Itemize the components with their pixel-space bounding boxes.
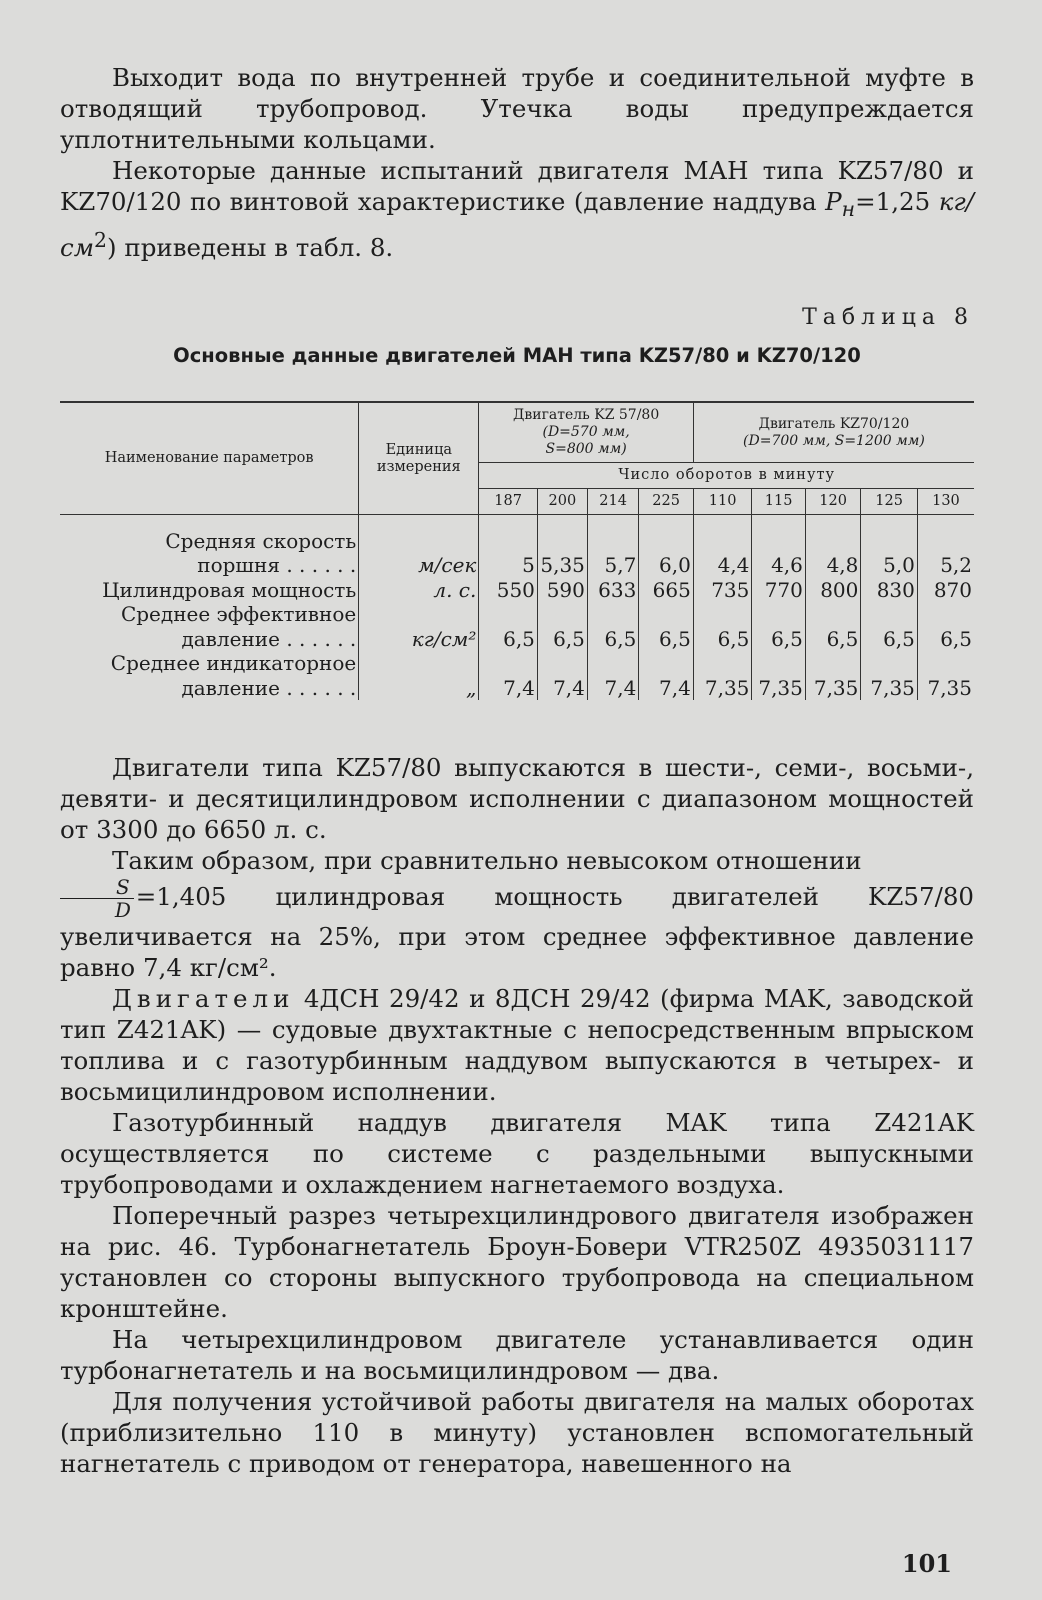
value-cell: 7,35 bbox=[805, 651, 861, 700]
value-cell: 7,35 bbox=[752, 651, 805, 700]
value-cell: 5 bbox=[479, 529, 538, 578]
param-name: Средняя скорость поршня . . . . . . bbox=[165, 528, 357, 578]
page-content bbox=[60, 62, 974, 1479]
value-cell: 4,6 bbox=[752, 529, 805, 578]
value-cell: 770 bbox=[752, 578, 805, 603]
value-cell: 4,4 bbox=[693, 529, 752, 578]
rpm-cell: 130 bbox=[917, 489, 974, 515]
header-engine-kz70: Двигатель KZ70/120 (D=700 мм, S=1200 мм) bbox=[693, 402, 974, 463]
rpm-cell: 225 bbox=[639, 489, 694, 515]
value-cell: 7,4 bbox=[587, 651, 638, 700]
page-number: 101 bbox=[901, 1549, 952, 1578]
rpm-cell: 200 bbox=[537, 489, 587, 515]
value-cell: 830 bbox=[861, 578, 918, 603]
param-name: Цилиндровая мощность bbox=[102, 577, 357, 602]
header-parameter-name: Наименование параметров bbox=[104, 450, 314, 467]
value-cell: 7,35 bbox=[861, 651, 918, 700]
table-row bbox=[60, 529, 974, 578]
rpm-cell: 187 bbox=[479, 489, 538, 515]
header-engine-kz57: Двигатель KZ 57/80 (D=570 мм, S=800 мм) bbox=[479, 402, 693, 463]
value-cell: 4,8 bbox=[805, 529, 861, 578]
value-cell: 5,2 bbox=[917, 529, 974, 578]
paragraph-5: Двигатели 4ДСН 29/42 и 8ДСН 29/42 (фирма MAK, заводской тип Z421AK) — судовые двухтактные с непосредственным впрыском топлива и с газотурбинным наддувом выпускаются в четырех- и восьмицилиндровом исполнении. bbox=[60, 984, 974, 1107]
value-cell: 6,5 bbox=[805, 602, 861, 651]
param-name: Среднее эффективное давление . . . . . . bbox=[120, 602, 357, 651]
value-cell: 633 bbox=[587, 578, 638, 603]
value-cell: 7,4 bbox=[537, 651, 587, 700]
ratio-fraction: $\frac{S}{D}$ bbox=[60, 876, 134, 921]
value-cell: 7,4 bbox=[479, 651, 538, 700]
rpm-cell: 120 bbox=[805, 489, 861, 515]
value-cell: 800 bbox=[805, 578, 861, 603]
rpm-cell: 115 bbox=[752, 489, 805, 515]
value-cell: 6,5 bbox=[479, 602, 538, 651]
header-rpm: Число оборотов в минуту bbox=[479, 463, 974, 489]
rpm-cell: 110 bbox=[693, 489, 752, 515]
param-unit: „ bbox=[359, 651, 479, 700]
value-cell: 665 bbox=[639, 578, 694, 603]
table-row bbox=[60, 578, 974, 603]
paragraph-6: Газотурбинный наддув двигателя MAK типа Z421AK осуществляется по системе с раздельными выпускными трубопроводами и охлаждением нагнетаемого воздуха. bbox=[60, 1108, 974, 1200]
engine-data-table bbox=[60, 401, 974, 700]
paragraph-8: На четырехцилиндровом двигателе устанавливается один турбонагнетатель и на восьмицилиндровом — два. bbox=[60, 1325, 974, 1386]
value-cell: 6,5 bbox=[752, 602, 805, 651]
value-cell: 5,0 bbox=[861, 529, 918, 578]
value-cell: 5,35 bbox=[537, 529, 587, 578]
value-cell: 6,5 bbox=[861, 602, 918, 651]
table-title: Основные данные двигателей МАН типа KZ57/80 и KZ70/120 bbox=[173, 344, 861, 368]
rpm-cell: 214 bbox=[587, 489, 638, 515]
value-cell: 7,4 bbox=[639, 651, 694, 700]
value-cell: 5,7 bbox=[587, 529, 638, 578]
paragraph-2: Некоторые данные испытаний двигателя МАН типа KZ57/80 и KZ70/120 по винтовой характеристике (давление наддува $P_н=1,25$ $кг/см^2$) приведены в табл. 8. bbox=[60, 156, 974, 263]
header-unit: Единица измерения bbox=[359, 402, 479, 515]
paragraph-9: Для получения устойчивой работы двигателя на малых оборотах (приблизительно 110 в минуту) установлен вспомогательный нагнетатель с приводом от генератора, навешенного на bbox=[60, 1387, 974, 1479]
value-cell: 6,5 bbox=[639, 602, 694, 651]
paragraph-1: Выходит вода по внутренней трубе и соединительной муфте в отводящий трубопровод. Утечка воды предупреждается уплотнительными кольцами. bbox=[60, 63, 974, 154]
value-cell: 590 bbox=[537, 578, 587, 603]
param-unit: кг/см² bbox=[359, 602, 479, 651]
value-cell: 735 bbox=[693, 578, 752, 603]
value-cell: 6,5 bbox=[587, 602, 638, 651]
table-header-row-1 bbox=[60, 402, 974, 463]
value-cell: 6,0 bbox=[639, 529, 694, 578]
param-unit: л. с. bbox=[359, 578, 479, 603]
value-cell: 6,5 bbox=[693, 602, 752, 651]
value-cell: 6,5 bbox=[917, 602, 974, 651]
value-cell: 550 bbox=[479, 578, 538, 603]
paragraph-3: Двигатели типа KZ57/80 выпускаются в шести-, семи-, восьми-, девяти- и десятицилиндровом исполнении с диапазоном мощностей от 3300 до 6650 л. с. bbox=[60, 753, 974, 845]
param-unit: м/сек bbox=[359, 529, 479, 578]
value-cell: 870 bbox=[917, 578, 974, 603]
value-cell: 7,35 bbox=[917, 651, 974, 700]
table-label: Таблица 8 bbox=[802, 305, 974, 331]
paragraph-7: Поперечный разрез четырехцилиндрового двигателя изображен на рис. 46. Турбонагнетатель Броун-Бовери VTR250Z 4935031117 установлен со стороны выпускного трубопровода на специальном кронштейне. bbox=[60, 1201, 974, 1324]
value-cell: 6,5 bbox=[537, 602, 587, 651]
paragraph-4: Таким образом, при сравнительно невысоком отношении $\frac{S}{D}$ =1,405 цилиндровая мощность двигателей KZ57/80 увеличивается на 25%, при этом среднее эффективное давление равно 7,4 кг/см². bbox=[60, 846, 974, 983]
param-name: Среднее индикаторное давление . . . . . . bbox=[110, 651, 357, 700]
value-cell: 7,35 bbox=[693, 651, 752, 700]
table-row bbox=[60, 602, 974, 651]
rpm-cell: 125 bbox=[861, 489, 918, 515]
table-row bbox=[60, 651, 974, 700]
